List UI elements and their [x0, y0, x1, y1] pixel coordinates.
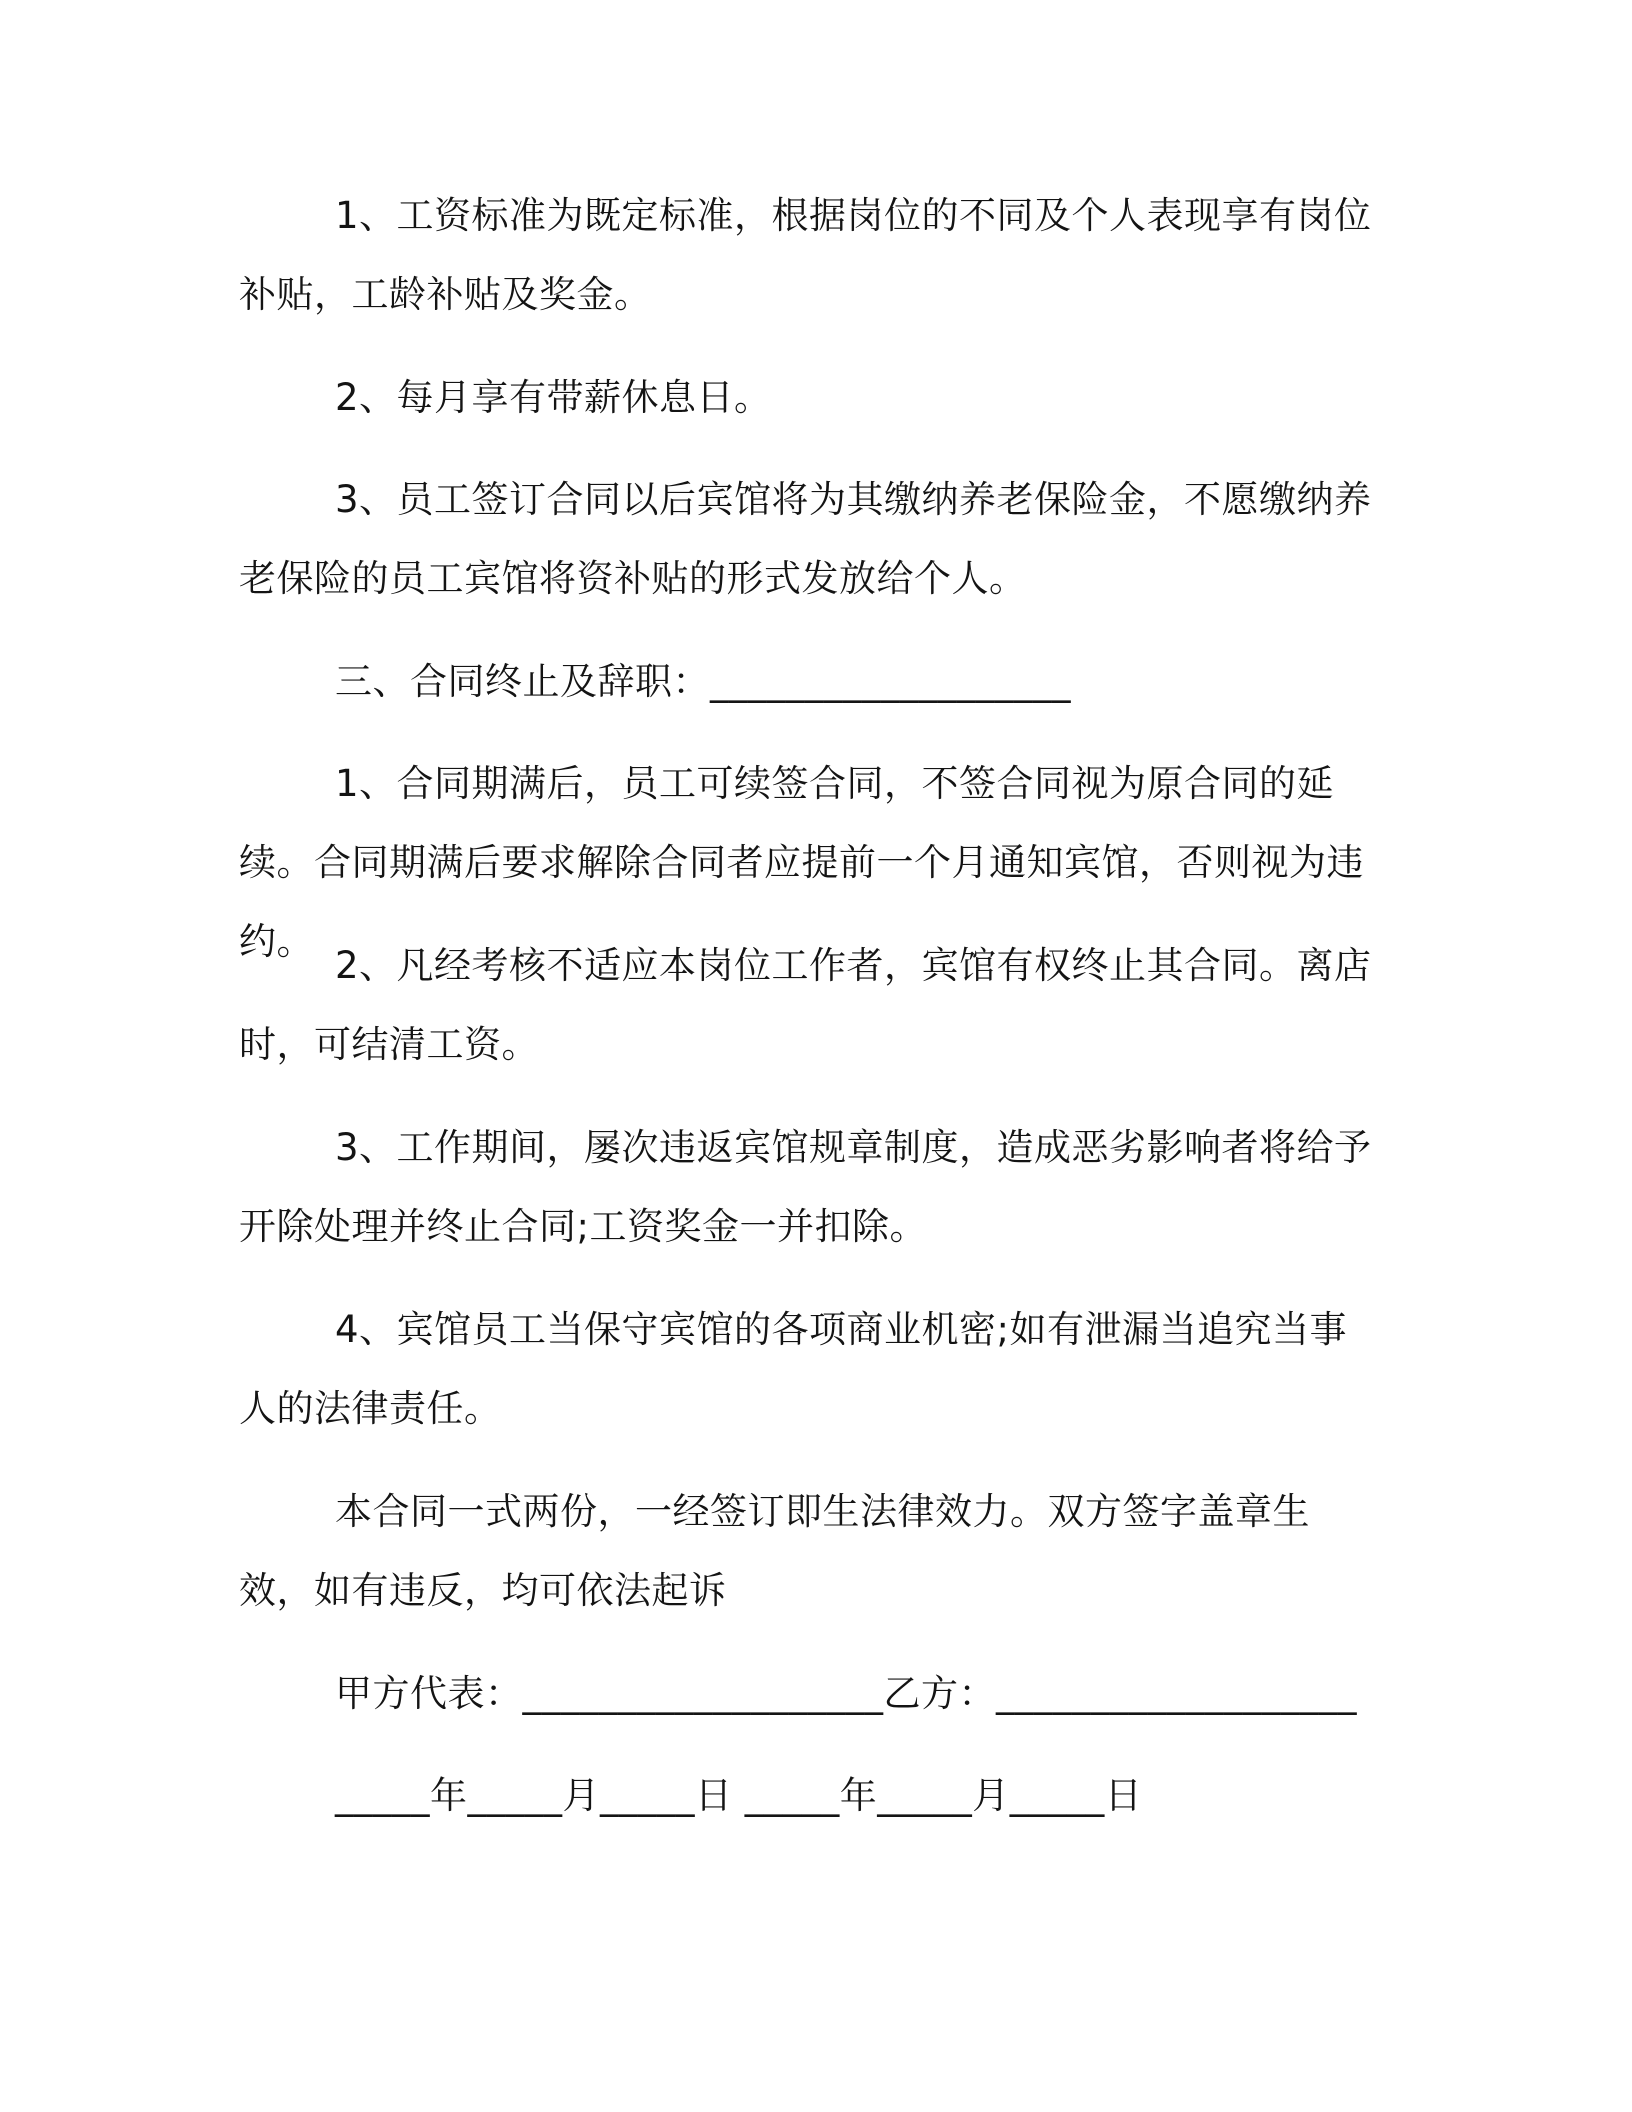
paragraph-confidentiality: 4、宾馆员工当保守宾馆的各项商业机密;如有泄漏当追究当事人的法律责任。 — [239, 1308, 1348, 1430]
paragraph-contract-validity: 本合同一式两份，一经签订即生法律效力。双方签字盖章生效，如有违反，均可依法起诉 — [239, 1490, 1310, 1612]
paragraph-salary-standard: 1、工资标准为既定标准，根据岗位的不同及个人表现享有岗位补贴，工龄补贴及奖金。 — [239, 194, 1372, 316]
paragraph-paid-rest-day: 2、每月享有带薪休息日。 — [335, 376, 772, 419]
signature-line: 甲方代表：___________________乙方：___________________ — [335, 1672, 1357, 1715]
paragraph-assessment-termination: 2、凡经考核不适应本岗位工作者，宾馆有权终止其合同。离店时，可结清工资。 — [239, 944, 1372, 1066]
paragraph-contract-expiry: 1、合同期满后，员工可续签合同，不签合同视为原合同的延续。合同期满后要求解除合同者应提前一个月通知宾馆，否则视为违约。 — [239, 762, 1364, 963]
date-line: _____年_____月_____日 _____年_____月_____日 — [335, 1774, 1143, 1817]
paragraph-rule-violation: 3、工作期间，屡次违返宾馆规章制度，造成恶劣影响者将给予开除处理并终止合同;工资奖金一并扣除。 — [239, 1126, 1372, 1248]
section-heading-termination: 三、合同终止及辞职：___________________ — [335, 660, 1071, 703]
paragraph-pension-insurance: 3、员工签订合同以后宾馆将为其缴纳养老保险金，不愿缴纳养老保险的员工宾馆将资补贴的形式发放给个人。 — [239, 478, 1372, 600]
